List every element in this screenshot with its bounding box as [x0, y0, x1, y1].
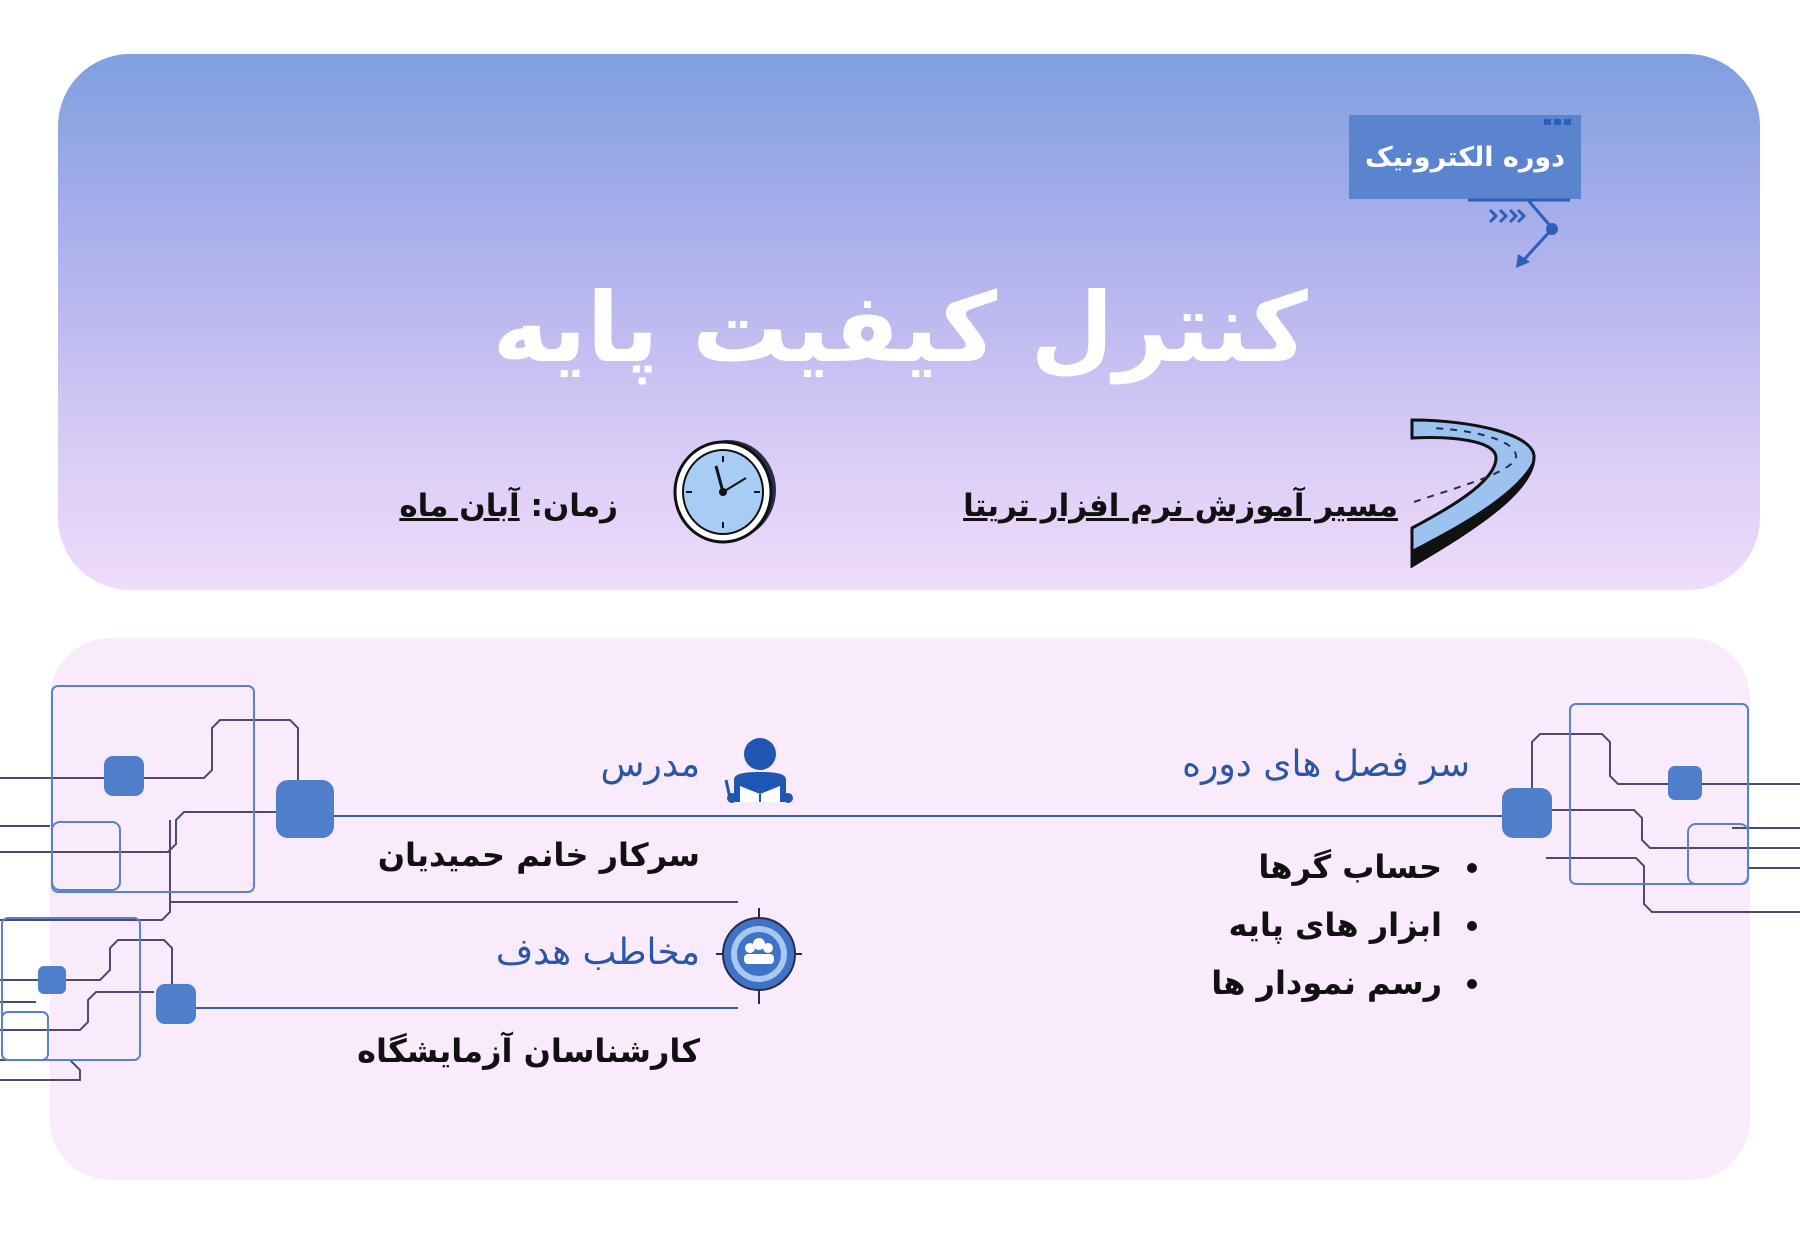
- chapters-list: [1100, 838, 1480, 1012]
- course-title: کنترل کیفیت پایه: [492, 272, 1308, 384]
- learning-path-link[interactable]: مسیر آموزش نرم افزار تریتا: [963, 488, 1398, 524]
- time-label: زمان:: [530, 488, 618, 524]
- target-group-icon: [716, 908, 802, 1004]
- list-item: • حساب گرها: [1100, 838, 1450, 896]
- instructor-name: سرکار خانم حمیدیان: [377, 836, 700, 874]
- instructor-heading: مدرس: [600, 744, 700, 785]
- teacher-icon: [724, 736, 794, 804]
- audience-heading: مخاطب هدف: [495, 932, 700, 973]
- list-item: • ابزار های پایه: [1100, 896, 1450, 954]
- list-item: • رسم نمودار ها: [1100, 954, 1450, 1012]
- badge-label: دوره الکترونیک: [1364, 141, 1566, 173]
- audience-value: کارشناسان آزمایشگاه: [357, 1032, 700, 1070]
- chapters-heading: سر فصل های دوره: [1182, 744, 1470, 785]
- time-value: آبان ماه: [399, 488, 520, 524]
